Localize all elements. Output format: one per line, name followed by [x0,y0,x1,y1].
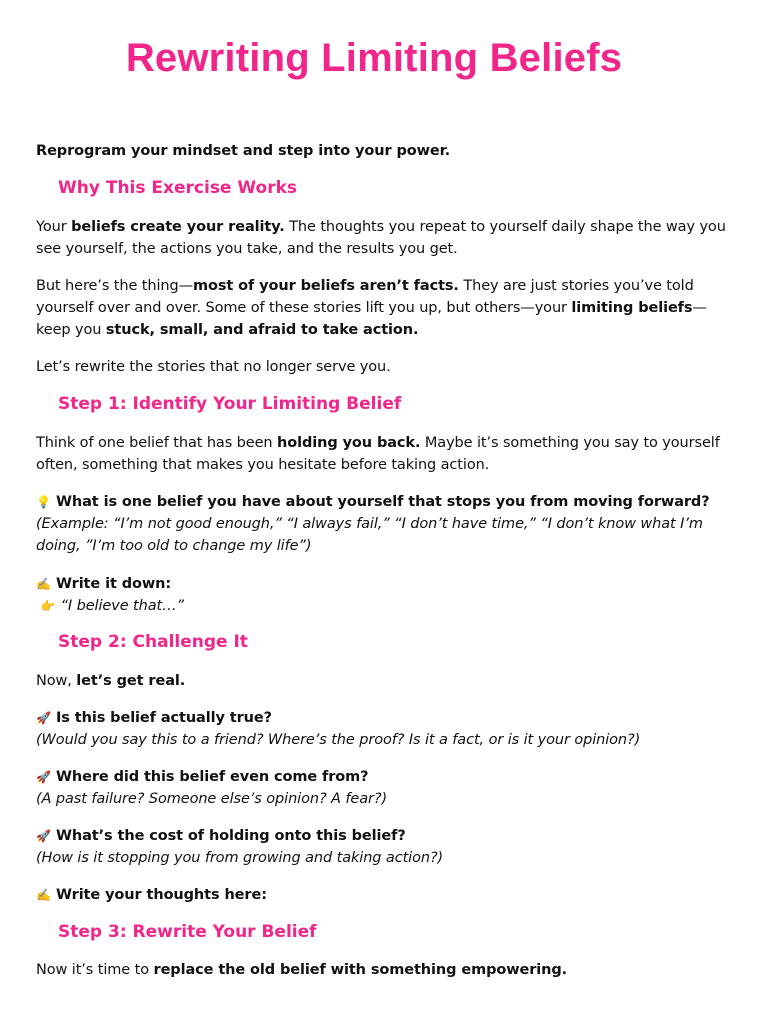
step2-question-2: 🚀 Where did this belief even come from? (A past failure? Someone else’s opinion? A fear?) [36,766,736,810]
step2-write-block [36,884,736,906]
heading-why: Why This Exercise Works [58,178,298,198]
writing-hand-icon: ✍️ [36,888,51,902]
step1-example: (Example: “I’m not good enough,” “I always fail,” “I don’t have time,” “I don’t know what I’m doing, ”I’m too old to change my life”) [36,516,703,554]
rocket-icon: 🚀 [36,770,51,784]
step2-question-1: 🚀 Is this belief actually true? (Would you say this to a friend? Where’s the proof? Is it a fact, or is it your opinion?) [36,707,736,751]
tagline: Reprogram your mindset and step into your power. [36,143,451,159]
write-thoughts-label: Write your thoughts here: [56,887,267,903]
page-title: Rewriting Limiting Beliefs [125,36,623,80]
heading-step-2: Step 2: Challenge It [58,632,248,652]
heading-step-3: Step 3: Rewrite Your Belief [58,922,317,942]
rocket-icon: 🚀 [36,711,51,725]
writing-hand-icon: ✍️ [36,577,51,591]
write-it-down-label: Write it down: [56,576,172,592]
step1-question: What is one belief you have about yourself that stops you from moving forward? [56,494,710,510]
i-believe-prompt: “I believe that…” [60,598,184,614]
paragraph-not-facts: But here’s the thing—most of your beliefs aren’t facts. They are just stories you’ve told yourself over and over. Some of these stories lift you up, but others—your limiting beliefs—keep you stuck, small, and afraid to take action. [36,278,707,338]
step2-question-3: 🚀 What’s the cost of holding onto this belief? (How is it stopping you from growing and taking action?) [36,825,736,869]
paragraph-step2-intro: Now, let’s get real. [36,673,186,689]
paragraph-step3-intro: Now it’s time to replace the old belief with something empowering. [36,962,568,978]
step1-write-block [36,573,736,617]
rocket-icon: 🚀 [36,829,51,843]
paragraph-rewrite-stories: Let’s rewrite the stories that no longer serve you. [36,359,391,375]
paragraph-beliefs-reality: Your beliefs create your reality. The thoughts you repeat to yourself daily shape the way you see yourself, the actions you take, and the results you get. [36,219,726,257]
lightbulb-icon: 💡 [36,495,51,509]
heading-step-1: Step 1: Identify Your Limiting Belief [58,394,402,414]
paragraph-step1-intro: Think of one belief that has been holding you back. Maybe it’s something you say to yourself often, something that makes you hesitate before taking action. [36,435,720,473]
step1-question-block [36,491,736,557]
pointing-hand-icon: 👉 [40,599,56,613]
